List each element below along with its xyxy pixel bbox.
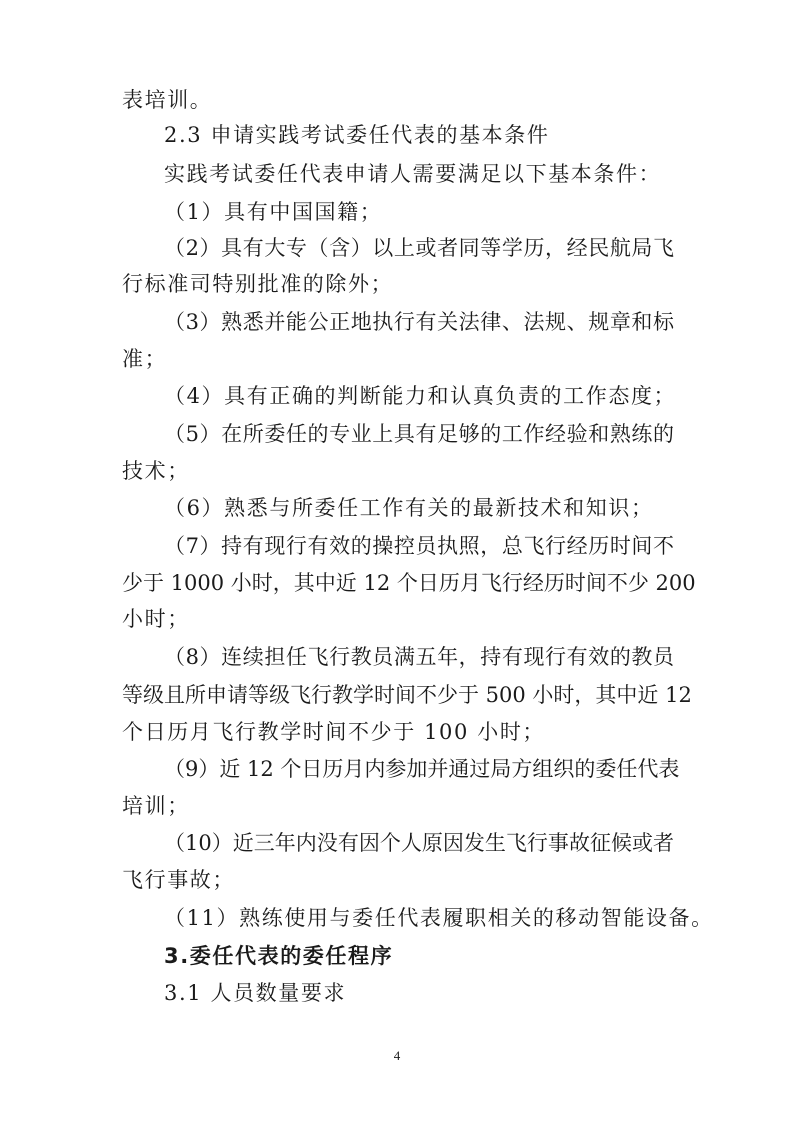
list-item-5-line-2: 技术； — [122, 459, 190, 483]
list-item-1: （1）具有中国国籍； — [164, 200, 383, 224]
text-line-intro: 实践考试委任代表申请人需要满足以下基本条件： — [164, 162, 662, 186]
list-item-6: （6）熟悉与所委任工作有关的最新技术和知识； — [164, 496, 654, 520]
list-item-4: （4）具有正确的判断能力和认真负责的工作态度； — [164, 384, 677, 408]
list-item-10-line-1: （10）近三年内没有因个人原因发生飞行事故征候或者 — [164, 831, 674, 855]
list-item-8-line-1: （8）连续担任飞行教员满五年，持有现行有效的教员 — [164, 645, 674, 669]
section-heading-3-1: 3.1 人员数量要求 — [164, 981, 347, 1005]
list-item-9-line-2: 培训； — [122, 794, 190, 818]
list-item-2-line-2: 行标准司特别批准的除外； — [122, 272, 394, 296]
list-item-5-line-1: （5）在所委任的专业上具有足够的工作经验和熟练的 — [164, 422, 674, 446]
list-item-10-line-2: 飞行事故； — [122, 868, 235, 892]
list-item-7-line-2: 少于 1000 小时，其中近 12 个日历月飞行经历时间不少 200 — [122, 571, 696, 595]
list-item-11: （11）熟练使用与委任代表履职相关的移动智能设备。 — [164, 906, 714, 930]
text-line-continuation: 表培训。 — [122, 88, 213, 112]
list-item-8-line-3: 个日历月飞行教学时间不少于 100 小时； — [122, 720, 546, 744]
list-item-9-line-1: （9）近 12 个日历月内参加并通过局方组织的委任代表 — [164, 757, 680, 781]
list-item-7-line-1: （7）持有现行有效的操控员执照，总飞行经历时间不 — [164, 534, 674, 558]
list-item-3-line-1: （3）熟悉并能公正地执行有关法律、法规、规章和标 — [164, 310, 674, 334]
section-heading-3: 3.委任代表的委任程序 — [164, 944, 394, 968]
section-heading-2-3: 2.3 申请实践考试委任代表的基本条件 — [164, 123, 550, 147]
list-item-7-line-3: 小时； — [122, 607, 190, 631]
list-item-2-line-1: （2）具有大专（含）以上或者同等学历，经民航局飞 — [164, 236, 674, 260]
page-number: 4 — [393, 1048, 401, 1063]
list-item-3-line-2: 准； — [122, 347, 168, 371]
list-item-8-line-2: 等级且所申请等级飞行教学时间不少于 500 小时，其中近 12 — [122, 683, 692, 707]
